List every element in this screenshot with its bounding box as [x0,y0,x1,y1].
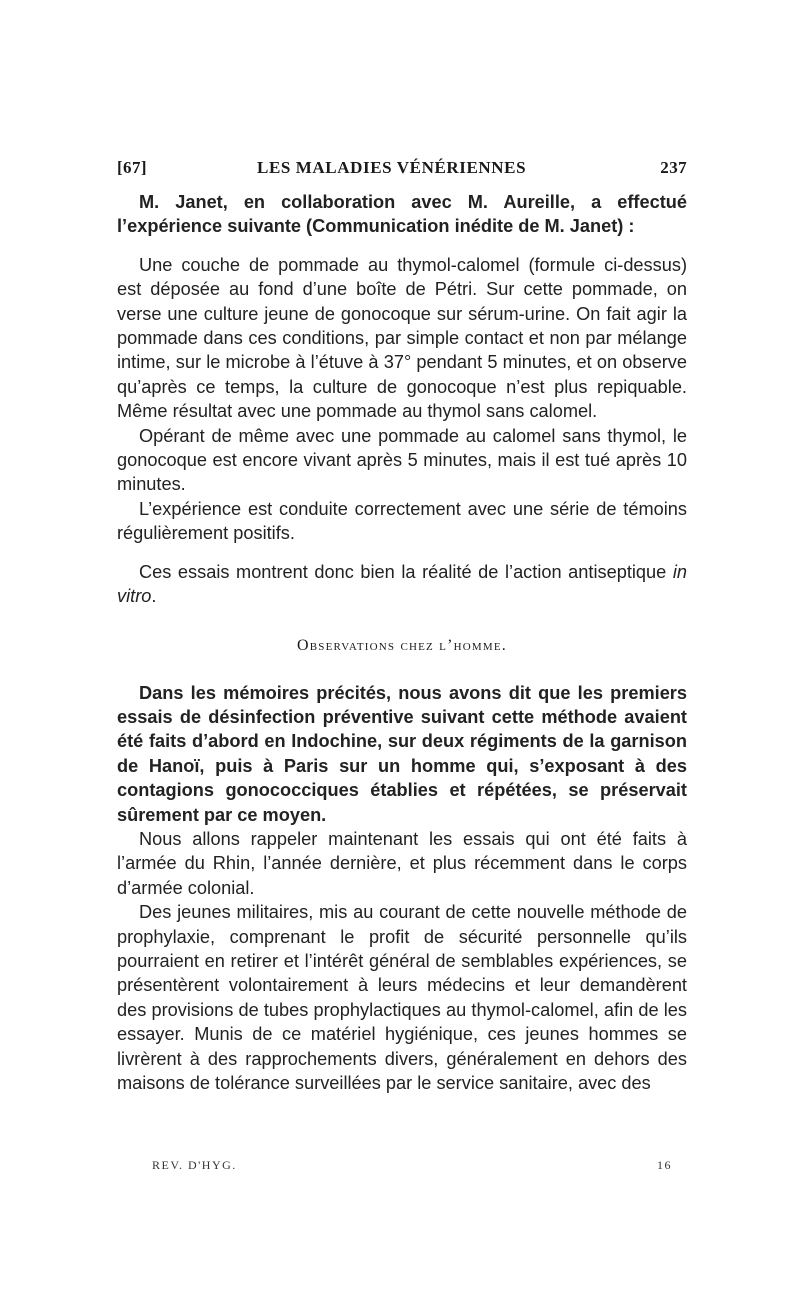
footer-journal: REV. D'HYG. [152,1158,237,1172]
conclusion-emphasis: in vitro [117,561,687,607]
paragraph-calomel: Opérant de même avec une pommade au calomel sans thymol, le gonocoque est encore vivant après 5 minutes, mais il est tué après 10 minutes. [117,425,687,495]
chapter-number: [67] [117,158,147,177]
conclusion-end: . [151,586,157,607]
footer-signature: 16 [657,1158,672,1172]
paragraph-intro: M. Janet, en collaboration avec M. Aureille, a effectué l’expérience suivante (Communication inédite de M. Janet) : [117,192,687,237]
page-number: 237 [660,158,687,177]
paragraph-volunteers: Des jeunes militaires, mis au courant de cette nouvelle méthode de prophylaxie, comprenant le profit de sécurité personnelle qu’ils pourraient en retirer et l’intérêt général de semblables expériences, se présentèrent volontairement à leurs médecins et leur demandèrent des provisions de tubes prophylactiques au thymol-calomel, afin de les essayer. Munis de ce matériel hygiénique, ces jeunes hommes se livrèrent à des rapprochements divers, généralement en dehors des maisons de tolérance surveillées par le service sanitaire, avec des [117,902,687,1093]
conclusion-text: Ces essais montrent donc bien la réalité de l’action antiseptique [139,561,673,582]
page-body [117,150,687,1095]
paragraph-rhine: Nous allons rappeler maintenant les essais qui ont été faits à l’armée du Rhin, l’année dernière, et plus récemment dans le corps d’armée colonial. [117,828,687,898]
paragraph-experiment: Une couche de pommade au thymol-calomel (formule ci-dessus) est déposée au fond d’une boîte de Pétri. Sur cette pommade, on verse une culture jeune de gonocoque sur sérum-urine. On fait agir la pommade dans ces conditions, par simple contact et non par mélange intime, sur le microbe à l’étuve à 37° pendant 5 minutes, et on observe qu’après ce temps, la culture de gonocoque n’est plus repiquable. Même résultat avec une pommade au thymol sans calomel. [117,254,687,422]
running-head [117,150,687,177]
paragraph-conclusion [117,560,687,609]
paragraph-controls: L’expérience est conduite correctement avec une série de témoins régulièrement positifs. [117,498,687,544]
running-title: LES MALADIES VÉNÉRIENNES [257,158,527,177]
paragraph-memoirs: Dans les mémoires précités, nous avons dit que les premiers essais de désinfection préventive suivant cette méthode avaient été faits d’abord en Indochine, sur deux régiments de la garnison de Hanoï, puis à Paris sur un homme qui, s’exposant à des contagions gonococciques établies et répétées, se préservait sûrement par ce moyen. [117,682,687,825]
section-title: Observations chez l’homme. [297,636,507,654]
